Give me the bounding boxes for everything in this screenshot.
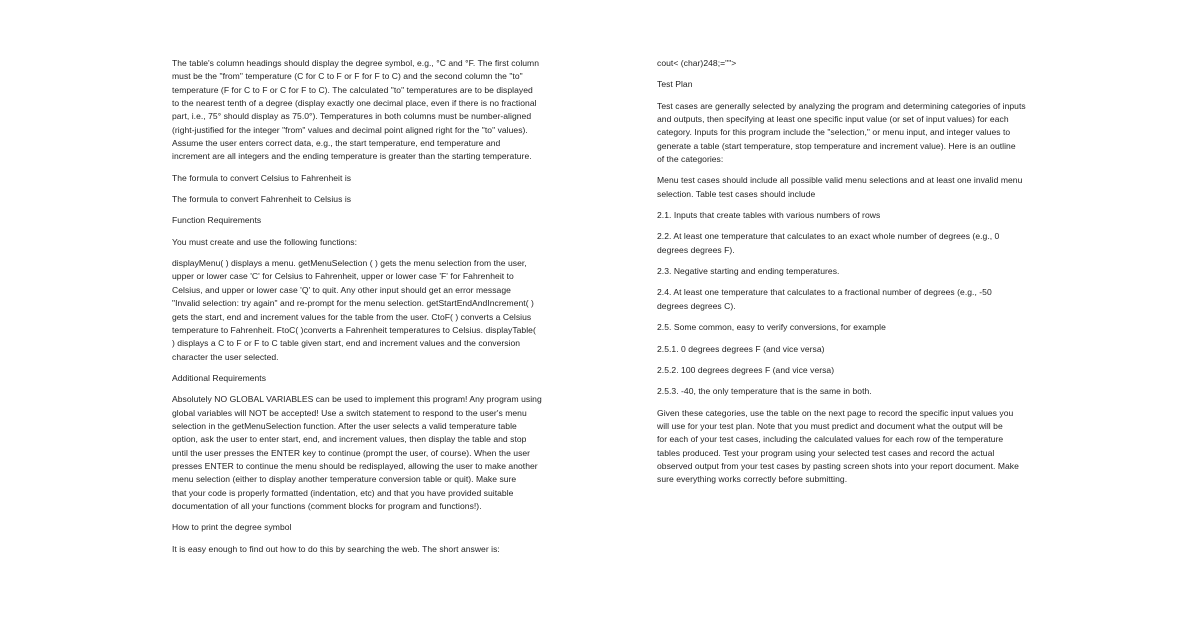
text-line: selection in the getMenuSelection function. After the user selects a valid temperature table (172, 420, 517, 431)
paragraph-spacer (657, 356, 1029, 364)
text-line: "Invalid selection: try again" and re-prompt for the menu selection. getStartEndAndIncrement( ) (172, 298, 534, 309)
text-line: 2.3. Negative starting and ending temperatures. (657, 266, 840, 277)
text-line: degrees degrees F). (657, 244, 735, 255)
paragraph-spacer (172, 535, 544, 543)
paragraph-spacer (172, 364, 544, 372)
text-line: Absolutely NO GLOBAL VARIABLES can be used to implement this program! Any program using (172, 394, 542, 405)
text-line: degrees degrees C). (657, 300, 736, 311)
right-column (657, 57, 1029, 487)
text-line: Menu test cases should include all possible valid menu selections and at least one invalid menu (657, 175, 1023, 186)
text-line: 2.5.1. 0 degrees degrees F (and vice versa) (657, 343, 825, 354)
text-line: option, ask the user to enter start, end, and increment values, then display the table and stop (172, 434, 527, 445)
text-line: menu selection (either to display another temperature conversion table or quit). Make sure (172, 474, 517, 485)
text-line: gets the start, end and increment values for the table from the user. CtoF( ) converts a Celsius (172, 311, 532, 322)
paragraph-spacer (657, 278, 1029, 286)
text-line: 2.1. Inputs that create tables with various numbers of rows (657, 210, 881, 221)
text-line: How to print the degree symbol (172, 522, 292, 533)
text-line: to the nearest tenth of a degree (display exactly one decimal place, even if there is no fractional (172, 98, 537, 109)
text-line: temperature (F for C to F or C for F to C). The calculated "to" temperatures are to be displayed (172, 84, 533, 95)
text-line: temperature to Fahrenheit. FtoC( )converts a Fahrenheit temperatures to Celsius. displayTable( (172, 324, 536, 335)
text-line: selection. Table test cases should include (657, 188, 816, 199)
text-line: The formula to convert Celsius to Fahrenheit is (172, 172, 352, 183)
paragraph-spacer (657, 377, 1029, 385)
text-line: presses ENTER to continue the menu should be redisplayed, allowing the user to make another (172, 460, 538, 471)
paragraph-spacer (657, 92, 1029, 100)
text-line: The formula to convert Fahrenheit to Celsius is (172, 194, 352, 205)
left-column (172, 57, 544, 556)
text-line: You must create and use the following functions: (172, 236, 358, 247)
paragraph-spacer (172, 249, 544, 257)
text-line: 2.4. At least one temperature that calculates to a fractional number of degrees (e.g., -50 (657, 287, 992, 298)
paragraph-spacer (657, 222, 1029, 230)
paragraph-spacer (657, 313, 1029, 321)
text-line: documentation of all your functions (comment blocks for program and functions!). (172, 500, 482, 511)
text-line: will use for your test plan. Note that you must predict and document what the output will be (657, 420, 1003, 431)
text-line: that your code is properly formatted (indentation, etc) and that you have provided suitable (172, 487, 514, 498)
text-line: until the user presses the ENTER key to continue (prompt the user, of course). When the user (172, 447, 531, 458)
text-line: Additional Requirements (172, 372, 267, 383)
paragraph-spacer (172, 228, 544, 236)
text-line: must be the "from" temperature (C for C to F or F for F to C) and the second column the "to" (172, 71, 523, 82)
paragraph-spacer (172, 385, 544, 393)
text-line: part, i.e., 75° should display as 75.0°). Temperatures in both columns must be number-aligned (172, 111, 532, 122)
text-line: 2.5.2. 100 degrees degrees F (and vice versa) (657, 364, 835, 375)
text-line: increment are all integers and the ending temperature is greater than the starting temperature. (172, 151, 532, 162)
text-line: Celsius, and upper or lower case 'Q' to quit. Any other input should get an error message (172, 284, 511, 295)
text-line: and outputs, then specifying at least one specific input value (or set of input values) for each (657, 114, 1009, 125)
text-line: for each of your test cases, including the calculated values for each row of the temperature (657, 434, 1004, 445)
text-line: Given these categories, use the table on the next page to record the specific input values you (657, 407, 1014, 418)
text-line: category. Inputs for this program include the "selection," or menu input, and integer values to (657, 127, 1011, 138)
text-line: Assume the user enters correct data, e.g., the start temperature, end temperature and (172, 138, 501, 149)
text-line: (right-justified for the integer "from" values and decimal point aligned right for the "to" values). (172, 124, 528, 135)
text-line: It is easy enough to find out how to do this by searching the web. The short answer is: (172, 543, 500, 554)
text-line: tables produced. Test your program using your selected test cases and record the actual (657, 447, 995, 458)
text-line: observed output from your test cases by pasting screen shots into your report document. Make (657, 460, 1019, 471)
paragraph-spacer (657, 399, 1029, 407)
text-line: The table's column headings should display the degree symbol, e.g., °C and °F. The first column (172, 58, 540, 68)
paragraph-spacer (657, 257, 1029, 265)
text-line: cout< (char)248;=""> (657, 58, 737, 68)
text-line: 2.5.3. -40, the only temperature that is the same in both. (657, 386, 872, 397)
text-line: sure everything works correctly before submitting. (657, 474, 848, 485)
text-line: generate a table (start temperature, stop temperature and increment value). Here is an outline (657, 140, 1016, 151)
text-line: upper or lower case 'C' for Celsius to Fahrenheit, upper or lower case 'F' for Fahrenheit to (172, 271, 514, 282)
paragraph-spacer (172, 206, 544, 214)
text-line: displayMenu( ) displays a menu. getMenuSelection ( ) gets the menu selection from the user, (172, 258, 527, 269)
text-line: Test Plan (657, 79, 693, 90)
paragraph-spacer (657, 201, 1029, 209)
paragraph-spacer (657, 335, 1029, 343)
paragraph-spacer (172, 185, 544, 193)
paragraph-spacer (657, 70, 1029, 78)
text-line: of the categories: (657, 154, 724, 165)
text-line: Test cases are generally selected by analyzing the program and determining categories of inputs (657, 100, 1026, 111)
text-line: 2.5. Some common, easy to verify conversions, for example (657, 322, 886, 333)
text-line: character the user selected. (172, 351, 279, 362)
text-line: global variables will NOT be accepted! Use a switch statement to respond to the user's menu (172, 407, 527, 418)
paragraph-spacer (657, 166, 1029, 174)
paragraph-spacer (172, 164, 544, 172)
paragraph-spacer (172, 513, 544, 521)
text-line: Function Requirements (172, 215, 262, 226)
text-line: ) displays a C to F or F to C table given start, end and increment values and the conversion (172, 338, 521, 349)
text-line: 2.2. At least one temperature that calculates to an exact whole number of degrees (e.g., 0 (657, 231, 1000, 242)
